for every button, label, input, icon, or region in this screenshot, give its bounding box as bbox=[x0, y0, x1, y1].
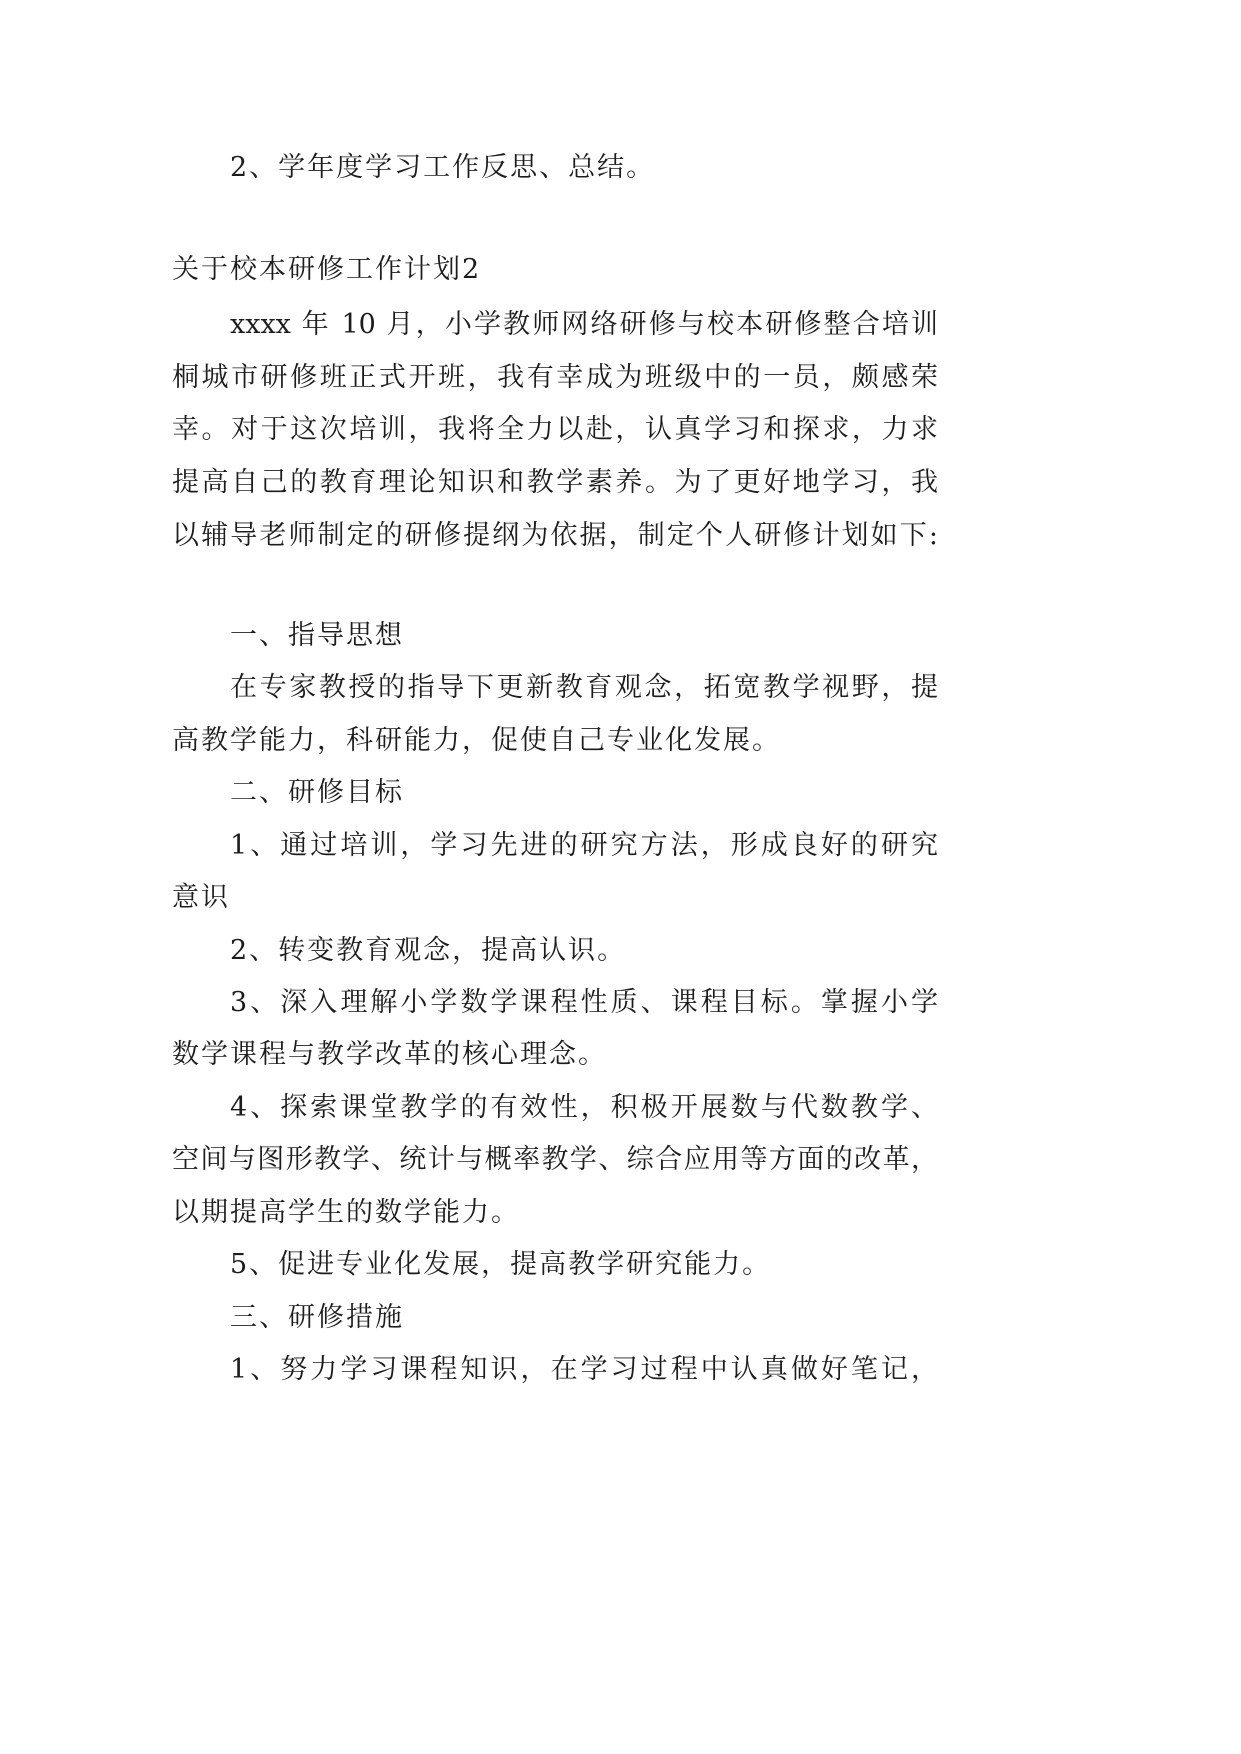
goal-item-line: 以期提高学生的数学能力。 bbox=[172, 1197, 520, 1228]
section-heading: 三、研修措施 bbox=[230, 1302, 404, 1333]
goal-item-line: 意识 bbox=[172, 882, 230, 913]
section-heading: 一、指导思想 bbox=[230, 620, 404, 651]
goal-item-line: 2、转变教育观念，提高认识。 bbox=[230, 935, 627, 966]
goal-item-line: 5、促进专业化发展，提高教学研究能力。 bbox=[230, 1249, 772, 1280]
intro-line: xxxx 年 10 月，小学教师网络研修与校本研修整合培训 bbox=[230, 309, 938, 340]
paragraph-line: 在专家教授的指导下更新教育观念，拓宽教学视野，提 bbox=[230, 672, 938, 703]
plan-title: 关于校本研修工作计划2 bbox=[172, 254, 482, 285]
goal-item-line: 空间与图形教学、统计与概率教学、综合应用等方面的改革， bbox=[172, 1144, 938, 1175]
intro-line: 提高自己的教育理论知识和教学素养。为了更好地学习，我 bbox=[172, 467, 938, 498]
intro-line: 幸。对于这次培训，我将全力以赴，认真学习和探求，力求 bbox=[172, 414, 938, 445]
intro-line: 以辅导老师制定的研修提纲为依据，制定个人研修计划如下: bbox=[172, 520, 938, 551]
goal-item-line: 4、探索课堂教学的有效性，积极开展数与代数教学、 bbox=[230, 1092, 938, 1123]
previous-list-item: 2、学年度学习工作反思、总结。 bbox=[230, 152, 656, 183]
paragraph-line: 高教学能力，科研能力，促使自己专业化发展。 bbox=[172, 725, 781, 756]
goal-item-line: 1、通过培训，学习先进的研究方法，形成良好的研究 bbox=[230, 830, 938, 861]
section-heading: 二、研修目标 bbox=[230, 777, 404, 808]
goal-item-line: 数学课程与教学改革的核心理念。 bbox=[172, 1039, 607, 1070]
intro-line: 桐城市研修班正式开班，我有幸成为班级中的一员，颇感荣 bbox=[172, 362, 938, 393]
measure-item-line: 1、努力学习课程知识，在学习过程中认真做好笔记， bbox=[230, 1354, 938, 1385]
goal-item-line: 3、深入理解小学数学课程性质、课程目标。掌握小学 bbox=[230, 987, 938, 1018]
